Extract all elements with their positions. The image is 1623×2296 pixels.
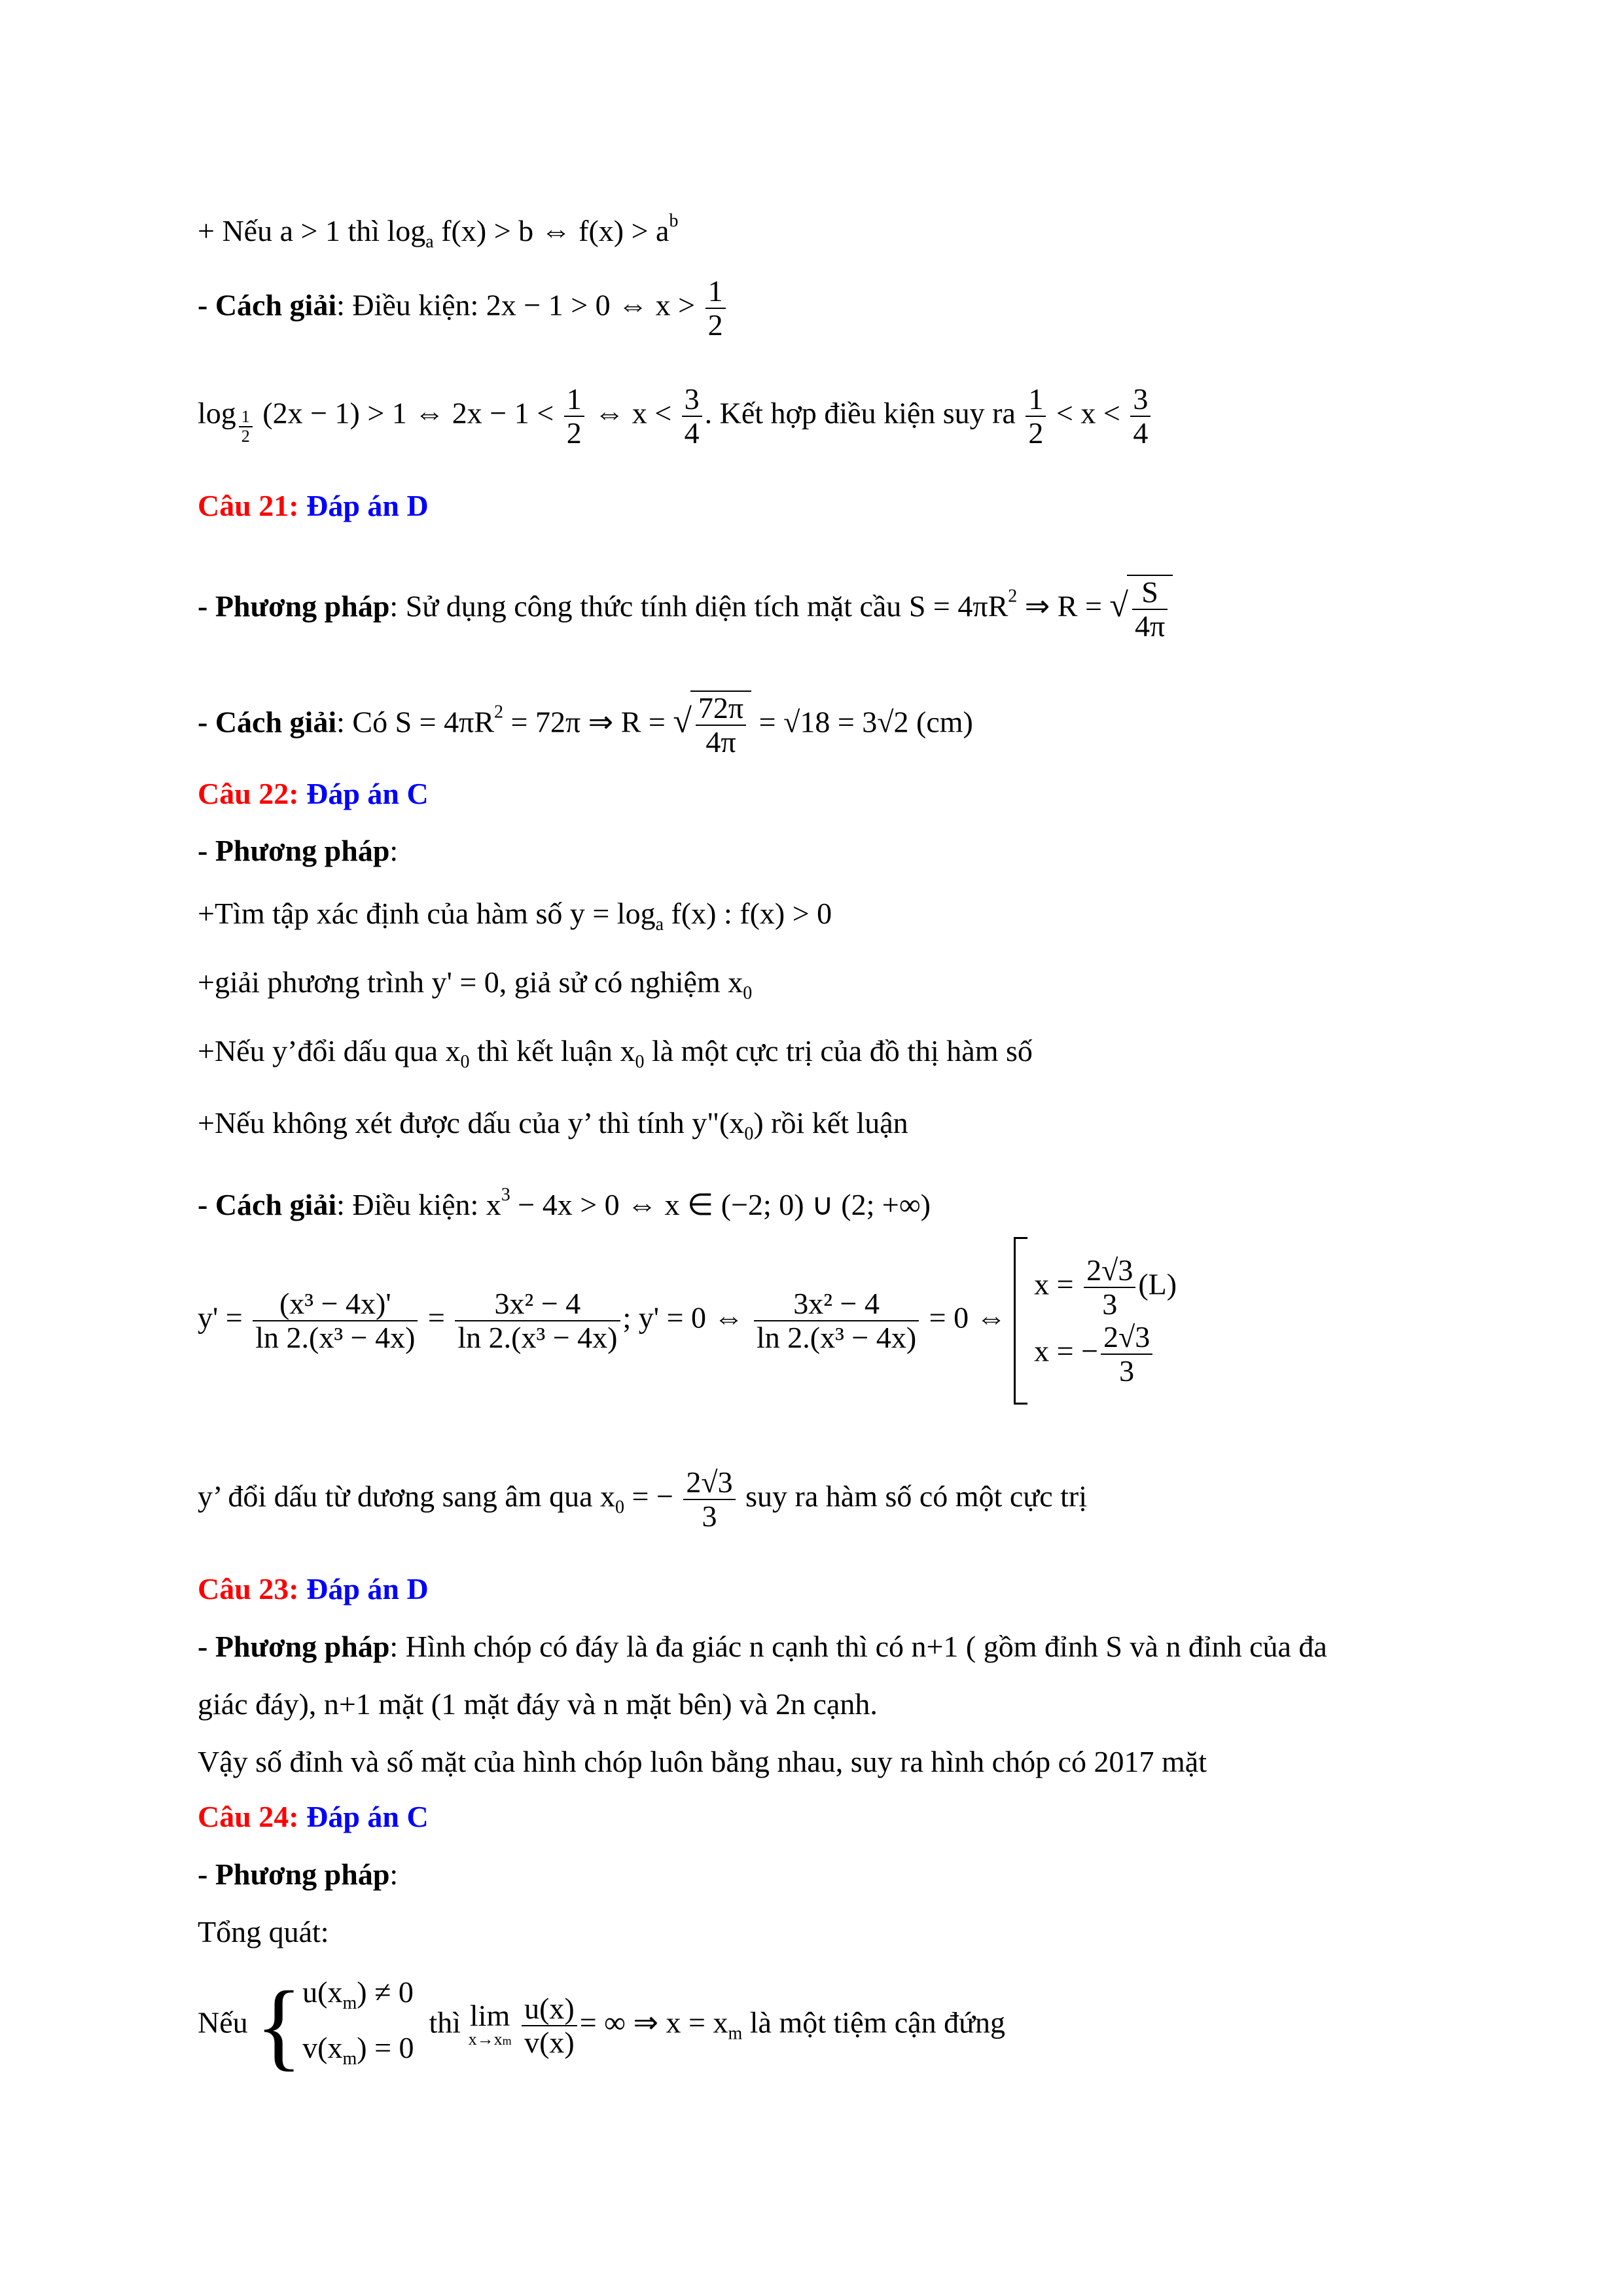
numerator: u(x) — [522, 1992, 577, 2026]
numerator: 3x² − 4 — [455, 1287, 620, 1321]
superscript: 2 — [494, 702, 504, 723]
text: + Nếu — [198, 214, 273, 247]
text: là một cực trị của đồ thị hàm số — [651, 1034, 1033, 1067]
denominator: 4 — [1133, 416, 1149, 450]
subscript: m — [342, 2049, 357, 2069]
q23-method-line-1 — [198, 1628, 1327, 1665]
text: thì kết luận — [477, 1034, 620, 1067]
fraction — [1084, 1254, 1135, 1321]
q22-method-heading — [198, 833, 398, 869]
condition-list — [302, 1970, 414, 2081]
math: − 4x > 0 ⇔ x ∈ (−2; 0) ∪ (2; +∞) — [510, 1188, 931, 1221]
math: ⇔ x < — [594, 396, 672, 430]
text: Nếu — [198, 2005, 248, 2039]
math: = √18 = 3√2 (cm) — [758, 705, 973, 739]
numerator: 3 — [682, 383, 702, 417]
math: f(x) : f(x) > 0 — [664, 897, 832, 930]
denominator: 2 — [707, 308, 723, 342]
denominator: ln 2.(x³ − 4x) — [457, 1321, 618, 1354]
subscript: a — [655, 914, 664, 935]
math: x — [445, 1034, 461, 1067]
label: - Cách giải — [198, 288, 337, 322]
math: x — [486, 1188, 501, 1221]
denominator: 2 — [241, 426, 250, 446]
q22-step-3 — [198, 1033, 1033, 1081]
denominator: 4π — [1134, 609, 1166, 643]
text: +Nếu không xét được dấu của y’ thì tính — [198, 1106, 692, 1139]
label: - Phương pháp — [198, 589, 390, 623]
log-base — [239, 408, 253, 446]
math: ) — [753, 1106, 764, 1139]
denominator: 3 — [702, 1499, 717, 1533]
denominator: 4π — [705, 725, 736, 759]
q21-solution-line — [198, 691, 973, 759]
text: là một tiệm cận đứng — [742, 2005, 1006, 2039]
q24-limit-rule — [198, 1970, 1005, 2081]
math: y' = — [198, 1300, 243, 1335]
math: lim — [469, 1999, 510, 2032]
math: = 0 ⇔ — [929, 1300, 1007, 1335]
math: (L) — [1138, 1267, 1177, 1301]
q22-step-4 — [198, 1105, 908, 1153]
text: : Hình chóp có đáy là đa giác n cạnh thì có n+1 ( gồm đỉnh S và n đỉnh của đa — [389, 1630, 1327, 1663]
denominator: ln 2.(x³ − 4x) — [757, 1321, 917, 1354]
question-label: Câu 21: — [198, 489, 299, 522]
math: u(x — [302, 1975, 343, 2009]
sqrt-body — [690, 691, 751, 759]
subscript: 0 — [743, 983, 753, 1003]
fraction — [253, 1287, 418, 1354]
subscript: a — [425, 232, 434, 252]
superscript: 2 — [1008, 586, 1018, 607]
text: +Tìm tập xác định của hàm số — [198, 897, 570, 930]
fraction — [1101, 1321, 1152, 1388]
math: f(x) > b ⇔ f(x) > a — [433, 214, 669, 247]
subscript: 0 — [635, 1052, 645, 1072]
fraction — [696, 692, 746, 759]
fraction — [683, 1466, 735, 1533]
numerator: 2√3 — [683, 1466, 735, 1500]
text: : Có — [336, 705, 395, 739]
q22-condition-line — [198, 1177, 931, 1223]
math: x = − — [1034, 1334, 1099, 1368]
question-21-heading — [198, 488, 429, 524]
math: y = log — [569, 897, 656, 930]
sqrt-sign: √ — [673, 702, 692, 740]
label: - Cách giải — [198, 1188, 337, 1221]
text: y’ đổi dấu từ dương sang âm qua — [198, 1479, 601, 1513]
text: +Nếu y’đổi dấu qua — [198, 1034, 446, 1067]
math: S = 4πR — [908, 589, 1008, 623]
math: ) ≠ 0 — [357, 1975, 414, 2009]
text: giác đáy), n+1 mặt (1 mặt đáy và n mặt bên) và 2n cạnh. — [198, 1687, 878, 1721]
math: x — [620, 1034, 635, 1067]
numerator: 2√3 — [1101, 1321, 1152, 1355]
math: a > 1 thì log — [279, 214, 426, 247]
text: : — [389, 834, 399, 867]
denominator: 3 — [1119, 1354, 1135, 1388]
fraction — [1132, 576, 1168, 643]
fraction — [1026, 383, 1046, 450]
math: ⇒ R = — [1017, 589, 1102, 623]
fraction — [705, 275, 726, 342]
text: : Điều kiện: — [336, 288, 486, 322]
q24-general — [198, 1914, 329, 1950]
text: Vậy số đỉnh và số mặt của hình chóp luôn bằng nhau, suy ra hình chóp có 2017 mặt — [198, 1745, 1207, 1778]
answer-label: Đáp án C — [306, 777, 429, 810]
q22-step-2 — [198, 964, 752, 1012]
superscript: b — [669, 211, 679, 231]
denominator: 2 — [1028, 416, 1044, 450]
subscript: 0 — [744, 1124, 754, 1144]
denominator: 2 — [566, 416, 582, 450]
denominator: v(x) — [524, 2026, 575, 2059]
math: ; y' = 0 ⇔ — [622, 1300, 744, 1335]
q22-step-1 — [198, 895, 832, 943]
q21-method-line — [198, 575, 1173, 643]
math: = 72π ⇒ R = — [503, 705, 666, 739]
subscript: m — [728, 2023, 743, 2044]
math: v(x — [302, 2031, 343, 2064]
text: suy ra hàm số có một cực trị — [738, 1479, 1088, 1513]
numerator: (x³ − 4x)' — [253, 1287, 418, 1321]
label: - Phương pháp — [198, 1857, 390, 1891]
log-inequality-line — [198, 383, 1153, 450]
subscript: 0 — [615, 1497, 625, 1518]
denominator: 4 — [684, 416, 700, 450]
subscript: m — [502, 2034, 512, 2047]
q22-derivative-equation: y' = $\frac{\text{(x³ − 4x)'}}{\text{ln 2.(x³ − 4x)}}$ = $\frac{\text{3x² − 4}}{\text{ln 2.(x³ − 4x)}}$ ; y' = 0 ⇔ $\frac{\text{3x² − 4}}{\text{ln 2.(x³ − 4x)}}$ = 0 ⇔ x = $\frac{2√3}{3}$ (L) x = − $\frac{2√3}{3}$ — [198, 1237, 1177, 1405]
log-rule-line — [198, 203, 678, 260]
superscript: 3 — [501, 1185, 510, 1205]
label: - Cách giải — [198, 705, 337, 739]
condition-line — [198, 275, 728, 342]
fraction — [564, 383, 584, 450]
text: thì — [429, 2005, 461, 2039]
question-label: Câu 22: — [198, 777, 299, 810]
question-22-heading — [198, 776, 429, 812]
math: y"(x — [692, 1106, 745, 1139]
q22-conclusion — [198, 1466, 1087, 1533]
case-1 — [1034, 1254, 1177, 1321]
condition-2 — [302, 2026, 414, 2081]
numerator: 1 — [1026, 383, 1046, 417]
fraction — [754, 1287, 919, 1354]
math: x — [600, 1479, 616, 1513]
subscript: m — [342, 1993, 357, 2013]
condition-1 — [302, 1970, 414, 2026]
numerator: 1 — [705, 275, 726, 309]
case-list — [1034, 1254, 1177, 1388]
question-label: Câu 24: — [198, 1800, 299, 1833]
text: : Điều kiện: — [336, 1188, 486, 1221]
question-label: Câu 23: — [198, 1572, 299, 1605]
text: : Sử dụng công thức tính diện tích mặt cầu — [389, 589, 909, 623]
numerator: 1 — [239, 408, 253, 427]
text: : — [389, 1857, 399, 1891]
answer-label: Đáp án C — [306, 1800, 429, 1833]
numerator: 1 — [564, 383, 584, 417]
denominator: 3 — [1102, 1287, 1118, 1321]
math: y' = 0 — [431, 965, 499, 999]
math: x→x — [468, 2030, 503, 2049]
numerator: 3 — [1130, 383, 1150, 417]
numerator: 72π — [696, 692, 746, 726]
question-24-heading — [198, 1799, 429, 1835]
subscript: 0 — [460, 1052, 470, 1072]
fraction — [1130, 383, 1150, 450]
sqrt-body — [1127, 575, 1173, 643]
text: , giả sử có nghiệm — [499, 965, 728, 999]
text: Tổng quát: — [198, 1915, 329, 1948]
fraction — [522, 1992, 577, 2059]
math: 2x − 1 > 0 ⇔ x > — [486, 288, 696, 322]
q23-method-line-2 — [198, 1686, 878, 1723]
answer-label: Đáp án D — [306, 489, 429, 522]
math: x — [728, 965, 743, 999]
brace: { — [255, 1971, 303, 2080]
math: ) = 0 — [357, 2031, 414, 2064]
math: = − — [624, 1479, 673, 1513]
numerator: 2√3 — [1084, 1254, 1135, 1288]
math: log — [198, 396, 236, 430]
text: +giải phương trình — [198, 965, 432, 999]
text: . Kết hợp điều kiện suy ra — [704, 396, 1016, 430]
numerator: S — [1132, 576, 1168, 610]
limit-subscript — [469, 2030, 512, 2050]
math: (2x − 1) > 1 ⇔ 2x − 1 < — [262, 396, 554, 430]
case-2 — [1034, 1321, 1177, 1388]
denominator: ln 2.(x³ − 4x) — [255, 1321, 416, 1354]
label: - Phương pháp — [198, 834, 390, 867]
q23-conclusion — [198, 1744, 1207, 1780]
numerator: 3x² − 4 — [754, 1287, 919, 1321]
math: S = 4πR — [395, 705, 495, 739]
fraction — [455, 1287, 620, 1354]
limit — [469, 2001, 512, 2050]
case-bracket — [1014, 1237, 1027, 1405]
label: - Phương pháp — [198, 1630, 390, 1663]
text: rồi kết luận — [763, 1106, 908, 1139]
fraction — [682, 383, 702, 450]
question-23-heading — [198, 1571, 429, 1607]
math: x = — [1034, 1267, 1074, 1301]
math: = ∞ ⇒ x = x — [579, 2005, 728, 2039]
answer-label: Đáp án D — [306, 1572, 429, 1605]
sqrt-sign: √ — [1109, 586, 1128, 624]
math: < x < — [1056, 396, 1120, 430]
q24-method-heading — [198, 1856, 398, 1893]
